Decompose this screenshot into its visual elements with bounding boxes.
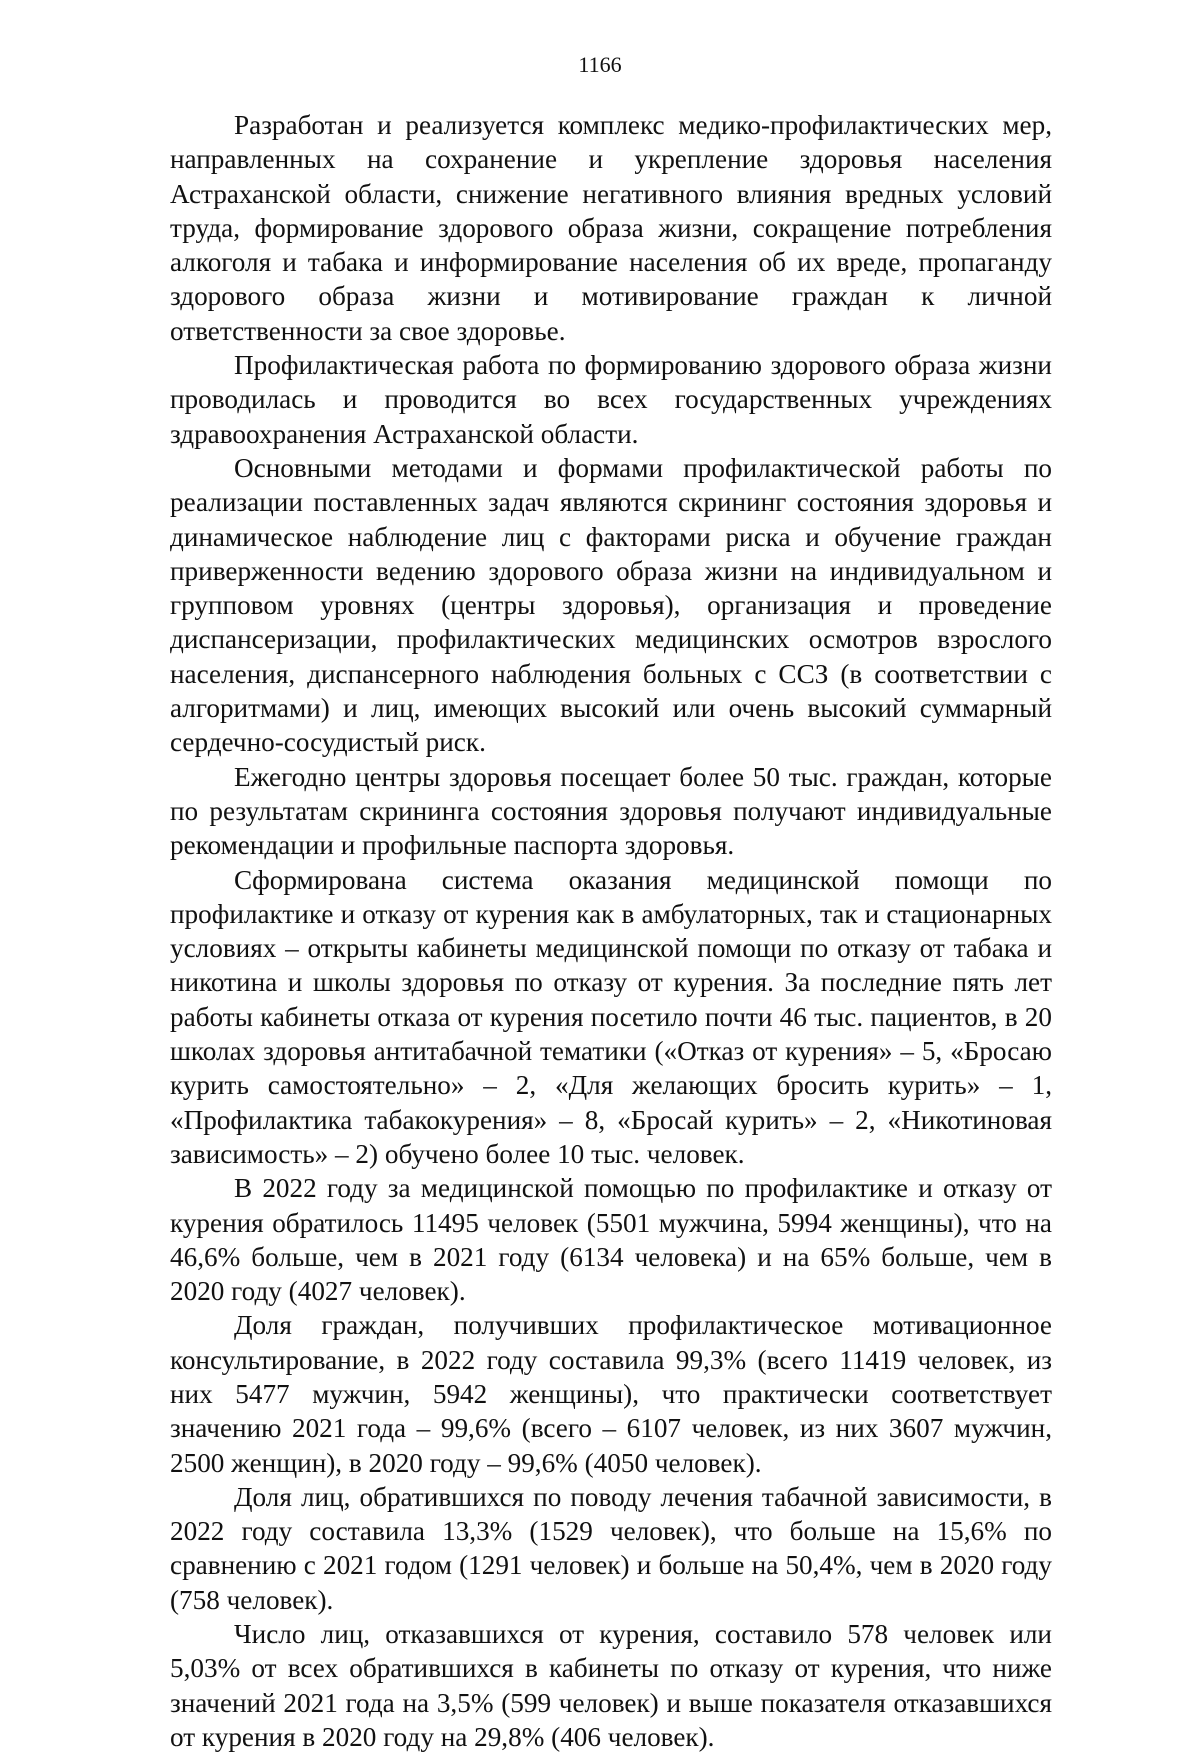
paragraph-quit-count: Число лиц, отказавшихся от курения, составило 578 человек или 5,03% от всех обратившихся в кабинеты по отказу от курения, что ниже значений 2021 года на 3,5% (599 человек) и выше показателя отказавшихся от курения в 2020 году на 29,8% (406 человек). (170, 1619, 1052, 1752)
paragraph-measures: Разработан и реализуется комплекс медико-профилактических мер, направленных на сохранение и укрепление здоровья населения Астраханской области, снижение негативного влияния вредных условий труда, формирование здорового образа жизни, сокращение потребления алкоголя и табака и информирование населения об их вреде, пропаганду здорового образа жизни и мотивирование граждан к личной ответственности за свое здоровье. (170, 110, 1052, 346)
document-body (170, 108, 1052, 1754)
paragraph-2022-visits: В 2022 году за медицинской помощью по профилактике и отказу от курения обратилось 11495 человек (5501 мужчина, 5994 женщины), что на 46,6% больше, чем в 2021 году (6134 человека) и на 65% больше, чем в 2020 году (4027 человек). (170, 1173, 1052, 1307)
paragraph-smoking-cessation-system: Сформирована система оказания медицинской помощи по профилактике и отказу от курения как в амбулаторных, так и стационарных условиях – открыты кабинеты медицинской помощи по отказу от табака и никотина и школы здоровья по отказу от курения. За последние пять лет работы кабинеты отказа от курения посетило почти 46 тыс. пациентов, в 20 школах здоровья антитабачной тематики («Отказ от курения» – 5, «Бросаю курить самостоятельно» – 2, «Для желающих бросить курить» – 1, «Профилактика табакокурения» – 8, «Бросай курить» – 2, «Никотиновая зависимость» – 2) обучено более 10 тыс. человек. (170, 864, 1052, 1169)
paragraph-preventive-work: Профилактическая работа по формированию здорового образа жизни проводилась и проводится во всех государственных учреждениях здравоохранения Астраханской области. (170, 350, 1052, 449)
paragraph-treatment-share: Доля лиц, обратившихся по поводу лечения табачной зависимости, в 2022 году составила 13,3% (1529 человек), что больше на 15,6% по сравнению с 2021 годом (1291 человек) и больше на 50,4%, чем в 2020 году (758 человек). (170, 1481, 1052, 1615)
page-number: 1166 (578, 52, 622, 77)
paragraph-consulting-share: Доля граждан, получивших профилактическое мотивационное консультирование, в 2022 году составила 99,3% (всего 11419 человек, из них 5477 мужчин, 5942 женщины), что практически соответствует значению 2021 года – 99,6% (всего – 6107 человек, из них 3607 мужчин, 2500 женщин), в 2020 году – 99,6% (4050 человек). (170, 1310, 1052, 1478)
paragraph-health-centers: Ежегодно центры здоровья посещает более 50 тыс. граждан, которые по результатам скрининга состояния здоровья получают индивидуальные рекомендации и профильные паспорта здоровья. (170, 761, 1052, 861)
paragraph-methods: Основными методами и формами профилактической работы по реализации поставленных задач являются скрининг состояния здоровья и динамическое наблюдение лиц с факторами риска и обучение граждан приверженности ведению здорового образа жизни на индивидуальном и групповом уровнях (центры здоровья), организация и проведение диспансеризации, профилактических медицинских осмотров взрослого населения, диспансерного наблюдения больных с ССЗ (в соответствии с алгоритмами) и лиц, имеющих высокий или очень высокий суммарный сердечно-сосудистый риск. (170, 452, 1052, 758)
